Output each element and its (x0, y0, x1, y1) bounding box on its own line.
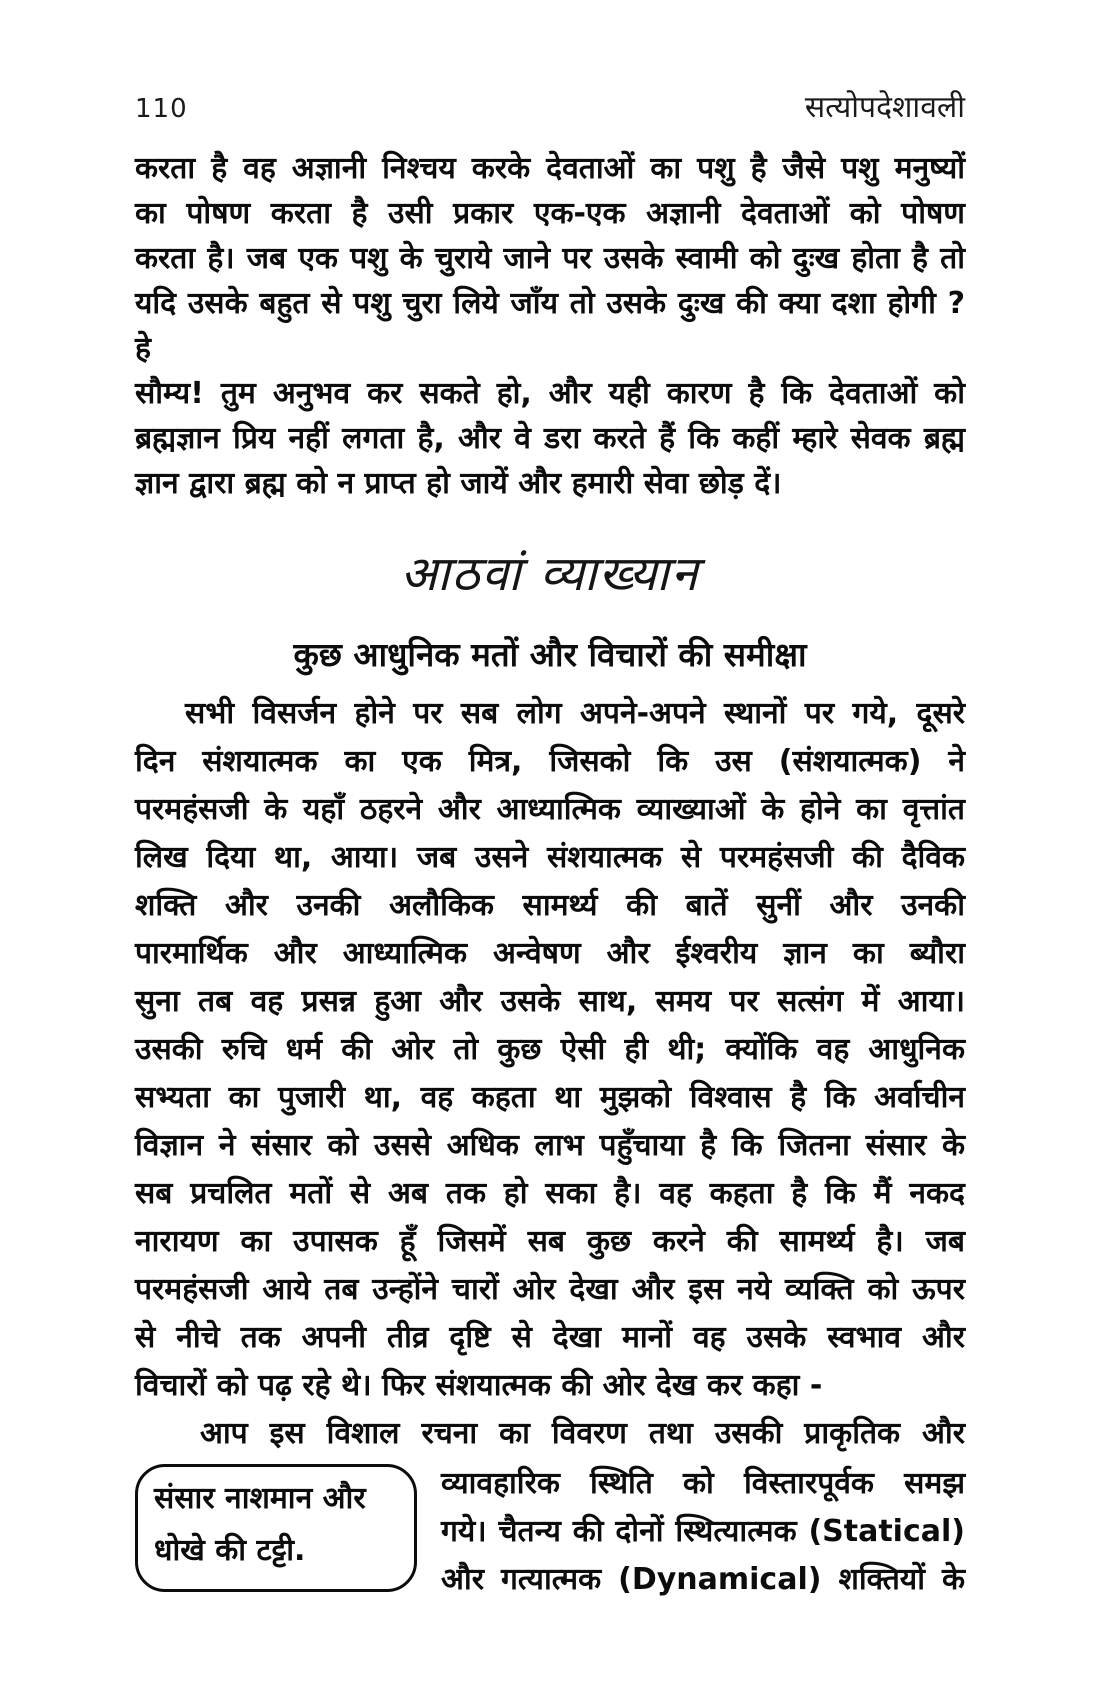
callout-line: संसार नाशमान और (154, 1481, 366, 1516)
text-line: करता है। जब एक पशु के चुराये जाने पर उसके स्वामी को दुःख होता है तो (135, 241, 965, 276)
text-line: सौम्य! तुम अनुभव कर सकते हो, और यही कारण है कि देवताओं को (135, 376, 965, 411)
page-number: 110 (135, 94, 188, 124)
paragraph-2 (135, 690, 965, 1410)
text-line: परमहंसजी के यहाँ ठहरने और आध्यात्मिक व्याख्याओं के होने का वृत्तांत (135, 792, 965, 827)
text-line: से नीचे तक अपनी तीव्र दृष्टि से देखा मानों वह उसके स्वभाव और (135, 1320, 965, 1355)
paragraph-3 (135, 1410, 965, 1604)
text-line: आप इस विशाल रचना का विवरण तथा उसकी प्राकृतिक और (200, 1416, 965, 1451)
text-line: शक्ति और उनकी अलौकिक सामर्थ्य की बातें सुनीं और उनकी (135, 888, 965, 923)
section-heading: कुछ आधुनिक मतों और विचारों की समीक्षा (293, 635, 807, 674)
text-line: ब्रह्मज्ञान प्रिय नहीं लगता है, और वे डरा करते हैं कि कहीं म्हारे सेवक ब्रह्म (135, 421, 965, 456)
text-line: विचारों को पढ़ रहे थे। फिर संशयात्मक की ओर देख कर कहा - (135, 1368, 823, 1403)
callout-flow (135, 1460, 965, 1604)
text-line: नारायण का उपासक हूँ जिसमें सब कुछ करने की सामर्थ्य है। जब (135, 1224, 965, 1259)
callout-box (135, 1464, 417, 1592)
text-line: ज्ञान द्वारा ब्रह्म को न प्राप्त हो जायें और हमारी सेवा छोड़ दें। (135, 466, 782, 501)
text-line: गये। चैतन्य की दोनों स्थित्यात्मक (Statical) (441, 1514, 965, 1549)
text-line: परमहंसजी आये तब उन्होंने चारों ओर देखा और इस नये व्यक्ति को ऊपर (135, 1272, 965, 1307)
book-title: सत्योपदेशावली (804, 90, 965, 125)
text-line: का पोषण करता है उसी प्रकार एक-एक अज्ञानी देवताओं को पोषण (135, 196, 965, 231)
page-header (135, 85, 965, 126)
wrapped-text (441, 1460, 965, 1604)
text-line: करता है वह अज्ञानी निश्चय करके देवताओं का पशु है जैसे पशु मनुष्यों (135, 151, 965, 186)
text-line: सभी विसर्जन होने पर सब लोग अपने-अपने स्थानों पर गये, दूसरे (185, 696, 965, 731)
text-line: व्यावहारिक स्थिति को विस्तारपूर्वक समझ (441, 1466, 965, 1501)
text-line: दिन संशयात्मक का एक मित्र, जिसको कि उस (संशयात्मक) ने (135, 744, 965, 779)
text-line: सभ्यता का पुजारी था, वह कहता था मुझको विश्वास है कि अर्वाचीन (135, 1080, 965, 1115)
chapter-heading: आठवां व्याख्यान (400, 546, 700, 602)
callout-line: धोखे की टट्टी. (154, 1533, 306, 1568)
text-line: विज्ञान ने संसार को उससे अधिक लाभ पहुँचाया है कि जितना संसार के (135, 1128, 965, 1163)
text-line: सुना तब वह प्रसन्न हुआ और उसके साथ, समय पर सत्संग में आया। (135, 984, 965, 1019)
text-line: पारमार्थिक और आध्यात्मिक अन्वेषण और ईश्वरीय ज्ञान का ब्यौरा (135, 936, 965, 971)
text-line: सब प्रचलित मतों से अब तक हो सका है। वह कहता है कि मैं नकद (135, 1176, 965, 1211)
text-line: उसकी रुचि धर्म की ओर तो कुछ ऐसी ही थी; क्योंकि वह आधुनिक (135, 1032, 965, 1067)
paragraph-1 (135, 146, 965, 506)
text-line: यदि उसके बहुत से पशु चुरा लिये जाँय तो उसके दुःख की क्या दशा होगी ? हे (135, 286, 965, 366)
text-line: लिख दिया था, आया। जब उसने संशयात्मक से परमहंसजी की दैविक (135, 840, 965, 875)
text-line: और गत्यात्मक (Dynamical) शक्तियों के (441, 1562, 965, 1597)
